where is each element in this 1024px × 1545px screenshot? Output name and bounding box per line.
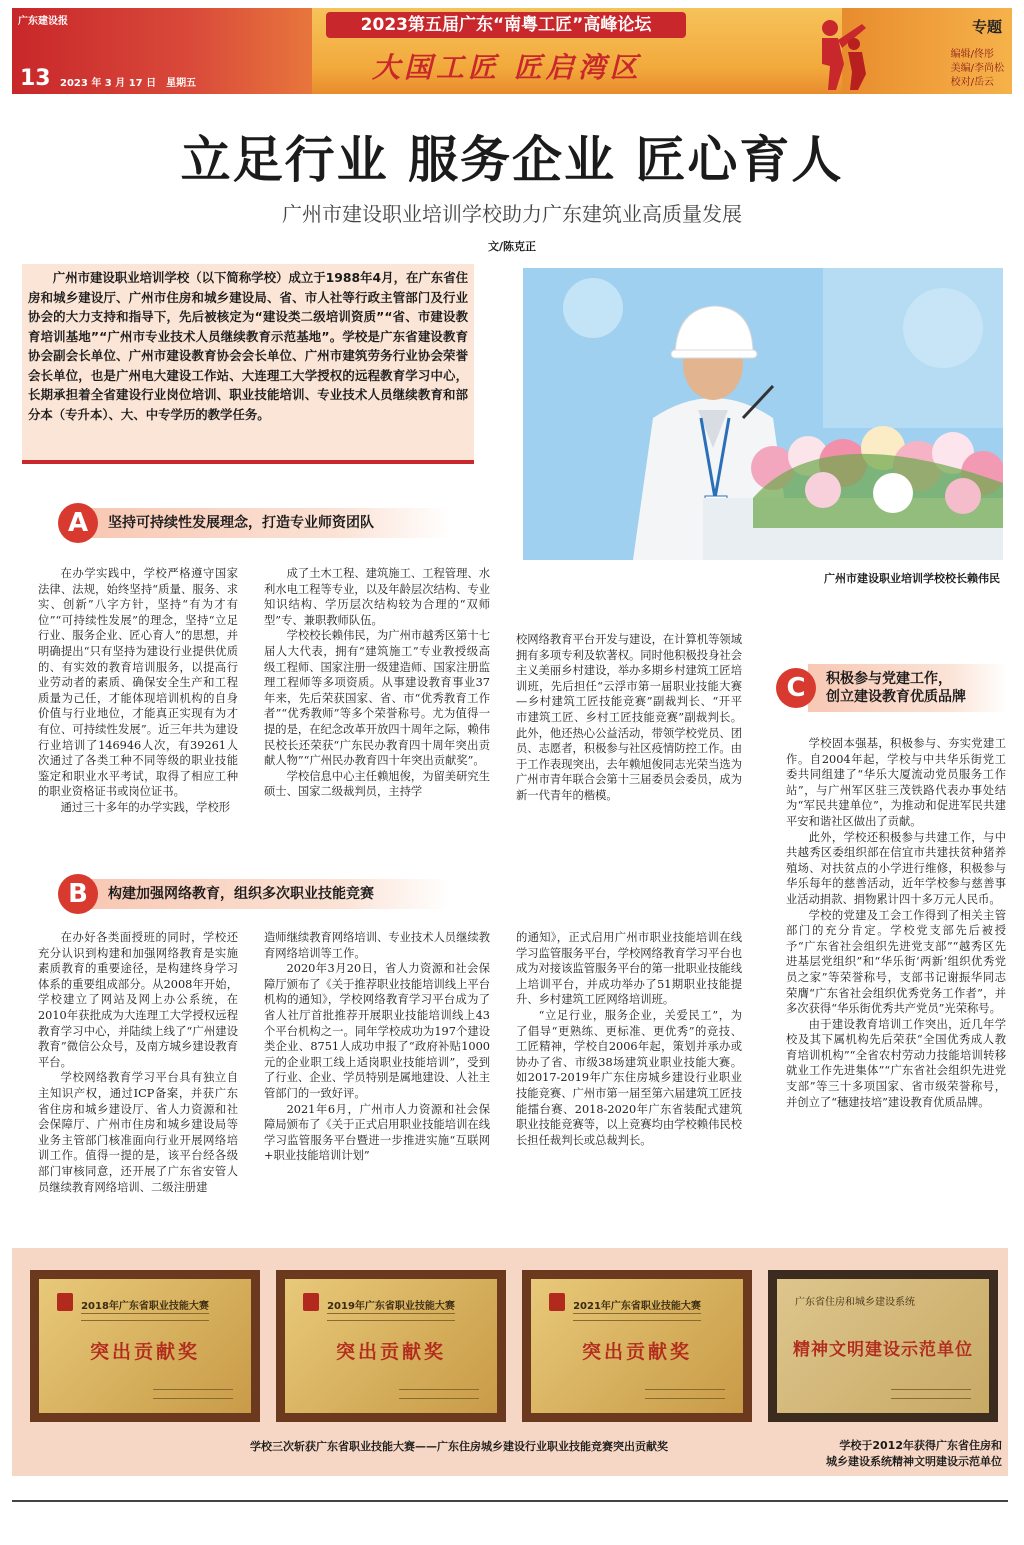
plaque-award: 精神文明建设示范单位 <box>793 1340 973 1360</box>
worker-silhouette-icon <box>792 14 882 90</box>
section-b-column-3 <box>516 930 742 1148</box>
intro-paragraph: 广州市建设职业培训学校（以下简称学校）成立于1988年4月，在广东省住房和城乡建设厅、广州市住房和城乡建设局、省、市人社等行政主管部门及行业协会的大力支持和指导下，先后被核定为“建设类二级培训资质”“省、市建设教育培训基地”“广州市专业技术人员继续教育示范基地”。学校是广东省建设教育协会副会长单位、广州市建设教育协会会长单位、广州市建筑劳务行业协会荣誉会长单位，也是广州电大建设工作站、大连理工大学授权的远程教育学习中心，长期承担着全省建设行业岗位培训、职业技能培训、专业技术人员继续教育和部分本（专升本）、大、中专学历的教学任务。 <box>28 270 468 422</box>
paragraph: 的通知》，正式启用广州市职业技能培训在线学习监管服务平台，学校网络教育学习平台也成为对接该监管服务平台的第一批职业技能线上培训平台，并成功举办了51期职业技能提升、乡村建筑工匠网络培训班。 <box>516 931 742 1007</box>
award-plaque-civilization <box>768 1270 998 1422</box>
paragraph: 2021年6月，广州市人力资源和社会保障局颁布了《关于正式启用职业技能培训在线学习监管服务平台暨进一步推进实施“互联网+职业技能培训计划” <box>264 1102 490 1163</box>
plaque-issuer-lines <box>153 1389 233 1399</box>
paragraph: 由于建设教育培训工作突出，近几年学校及其下属机构先后荣获“全国优秀成人教育培训机构”“全省农村劳动力技能培训转移就业工作先进集体”“广东省社会组织先进党支部”等三十多项国家、省市级荣誉称号，并创立了“穗建技培”建设教育优质品牌。 <box>786 1017 1006 1109</box>
paragraph: 在办好各类面授班的同时，学校还充分认识到构建和加强网络教育是实施素质教育的重要途径，是构建终身学习体系的重要组成部分。从2008年开始，学校建立了网站及网上办公系统，在2010年获批成为大连理工大学授权远程教育学习中心，并陆续上线了“广州建设教育”微信公众号，及南方城乡建设教育平台。 <box>38 931 238 1069</box>
plaque-issuer-lines <box>645 1389 725 1399</box>
section-b-badge: B <box>58 874 98 914</box>
bottom-divider <box>12 1500 1008 1502</box>
paragraph: “立足行业，服务企业，关爱民工”，为了倡导“更熟练、更标准、更优秀”的竞技、工匠精神，学校自2006年起，策划并承办或协办了省、市级38场建筑业职业技能大赛。如2017-2019年广东住房城乡建设行业职业技能竞赛、广州市第一届至第六届建筑工匠技能擂台赛、2018-2020年广东省装配式建筑职业技能竞赛等，以上竞赛均由学校赖伟民校长担任裁判长或总裁判长。 <box>516 1008 742 1147</box>
masthead <box>12 8 1012 94</box>
photo-caption: 广州市建设职业培训学校校长赖伟民 <box>824 572 1000 585</box>
principal-photo <box>523 268 1003 560</box>
issue-date: 2023 年 3 月 17 日 星期五 <box>60 78 197 89</box>
award-plaque-2019 <box>276 1270 506 1422</box>
section-c-title-line-2: 创立建设教育优质品牌 <box>826 689 966 705</box>
plaque-award: 突出贡献奖 <box>335 1341 446 1363</box>
principal-speaking-image <box>523 268 1003 560</box>
section-c-title-line-1: 积极参与党建工作， <box>826 671 952 687</box>
section-a-badge: A <box>58 503 98 543</box>
byline: 文/陈克正 <box>487 240 537 253</box>
awards-caption-right-line-1: 学校于2012年获得广东省住房和 <box>839 1439 1002 1452</box>
paragraph: 学校信息中心主任赖旭俊，为留美研究生硕士、国家二级裁判员，主持学 <box>264 769 490 799</box>
paragraph: 学校的党建及工会工作得到了相关主管部门的充分肯定。学校党支部先后被授予“广东省社会组织先进党支部”“越秀区先进基层党组织”和“华乐街‘两新’组织优秀党员之家”等荣誉称号，支部书记谢振华同志荣膺“广东省社会组织优秀党务工作者”，并多次获得“华乐街优秀共产党员”光荣称号。 <box>786 908 1006 1016</box>
plaque-event: 2019年广东省职业技能大赛 <box>327 1301 455 1312</box>
headline: 立足行业 服务企业 匠心育人 <box>180 130 844 189</box>
section-c-header <box>776 664 1008 712</box>
plaque-award: 突出贡献奖 <box>581 1341 692 1363</box>
paragraph: 造师继续教育网络培训、专业技术人员继续教育网络培训等工作。 <box>264 931 490 960</box>
plaque-org: 广东省住房和城乡建设系统 <box>795 1297 915 1308</box>
section-c-badge: C <box>776 668 816 708</box>
paragraph: 通过三十多年的办学实践，学校形 <box>60 800 231 814</box>
awards-caption-right <box>776 1438 1002 1470</box>
paragraph: 在办学实践中，学校严格遵守国家法律、法规，始终坚持“质量、服务、求实、创新”八字方针，坚持“有为才有位”“可持续性发展”的理念，坚持“立足行业、服务企业、匠心育人”的思想，并明确提出“只有坚持为建设行业提供优质的、有实效的教育培训服务，以提高行业劳动者的素质、确保安全生产和工程质量为己任，才能体现培训机构的自身价值与行业地位，才能真正实现有为才有位、可持续性发展”。近三年共为建设行业培训了146946人次，有39261人次通过了各类工种不同等级的职业技能鉴定和职业水平考试，取得了相应工种的职业资格证书或岗位证书。 <box>38 567 238 799</box>
forum-title: 2023第五届广东“南粤工匠”高峰论坛 <box>326 12 686 38</box>
paragraph: 学校固本强基，积极参与、夯实党建工作。自2004年起，学校与中共华乐街党工委共同组建了“华乐大厦流动党员服务工作站”，与广州军区驻三茂铁路代表办事处结为“军民共建单位”，为推动和促进军民共建平安和谐社区做出了贡献。 <box>786 737 1006 828</box>
awards-band <box>12 1248 1008 1476</box>
section-b-column-2 <box>264 930 490 1164</box>
section-a-title: 坚持可持续性发展理念，打造专业师资团队 <box>90 508 450 538</box>
paragraph: 此外，学校还积极参与共建工作，与中共越秀区委组织部在信宜市共建扶贫种猪养殖场、对扶贫点的小学进行维修，积极参与华乐每年的慈善活动，近年学校参与慈善事业活动捐款、捐物累计四十多万元人民币。 <box>786 830 1006 906</box>
masthead-banner <box>312 8 842 94</box>
masthead-left-panel <box>12 8 312 94</box>
section-a-column-2 <box>264 566 490 800</box>
section-b-header <box>58 874 450 914</box>
credit-editor: 编辑/佟彤 <box>950 49 994 60</box>
plaque-event: 2018年广东省职业技能大赛 <box>81 1301 209 1312</box>
paragraph: 校网络教育平台开发与建设，在计算机等领域拥有多项专利及软著权。同时他积极投身社会主义美丽乡村建设，举办多期乡村建筑工匠培训班，先后担任“云浮市第一届职业技能大赛—乡村建筑工匠技能竞赛”副裁判长、“开平市建筑工匠、乡村工匠技能竞赛”副裁判长。此外，他还热心公益活动，带领学校党员、团员、志愿者，积极参与社区疫情防控工作。由于工作表现突出，去年赖旭俊同志光荣当选为广州市青年联合会第十三届委员会委员，成为新一代青年的楷模。 <box>516 633 742 802</box>
credit-proofreader: 校对/岳云 <box>950 77 994 88</box>
paragraph: 2020年3月20日，省人力资源和社会保障厅颁布了《关于推荐职业技能培训线上平台机构的通知》，学校网络教育学习平台成为了省人社厅首批推荐开展职业技能培训线上43个平台机构之一。同年学校成功为197个建设类企业、8751人成功申报了“政府补贴1000元的企业职工线上适岗职业技能培训”，受到了行业、企业、学员特别是属地建设、人社主管部门的一致好评。 <box>264 962 490 1100</box>
award-plaque-2018 <box>30 1270 260 1422</box>
section-label: 专题 <box>971 18 1002 36</box>
paragraph: 学校网络教育学习平台具有独立自主知识产权，通过ICP备案，并获广东省住房和城乡建设厅、省人力资源和社会保障厅、广州市住房和城乡建设局等业务主管部门核准面向行业开展网络培训工作。值得一提的是，该平台经各级部门审核同意，还开展了广东省安管人员继续教育网络培训、二级注册建 <box>38 1071 238 1194</box>
paragraph: 成了土木工程、建筑施工、工程管理、水利水电工程等专业，以及年龄层次结构、专业知识结构、学历层次结构较为合理的“双师型”专、兼职教师队伍。 <box>264 567 490 627</box>
section-a-column-3 <box>516 632 742 804</box>
award-plaque-2021 <box>522 1270 752 1422</box>
intro-box <box>22 264 474 464</box>
plaque-issuer-lines <box>399 1389 479 1399</box>
page-number: 13 <box>20 66 51 91</box>
subheadline: 广州市建设职业培训学校助力广东建筑业高质量发展 <box>282 202 742 226</box>
credit-designer: 美编/李尚松 <box>950 63 1004 74</box>
paper-name: 广东建设报 <box>18 16 68 27</box>
section-c-column <box>786 736 1006 1110</box>
section-b-title: 构建加强网络教育，组织多次职业技能竞赛 <box>90 879 450 909</box>
plaque-event: 2021年广东省职业技能大赛 <box>573 1301 701 1312</box>
awards-caption-left: 学校三次斩获广东省职业技能大赛——广东住房城乡建设行业职业技能竞赛突出贡献奖 <box>250 1440 668 1453</box>
section-c-title <box>808 664 1008 712</box>
credits <box>951 48 1004 90</box>
paragraph: 学校校长赖伟民，为广州市越秀区第十七届人大代表，拥有“建筑施工”专业教授级高级工程师、国家注册一级建造师、国家注册监理工程师等多项资质。从事建设教育事业37年来，先后荣获国家、省、市“优秀教育工作者”“优秀教师”等多个荣誉称号。尤为值得一提的是，在纪念改革开放四十周年之际，赖伟民校长还荣获“广东民办教育四十周年突出贡献人物”“广州民办教育四十年突出贡献奖”。 <box>264 629 490 768</box>
plaque-subtitle-lines <box>81 1313 208 1321</box>
plaque-award: 突出贡献奖 <box>89 1341 200 1363</box>
plaque-subtitle-lines <box>327 1313 454 1321</box>
forum-slogan: 大国工匠 匠启湾区 <box>372 51 642 84</box>
section-a-column-1 <box>38 566 238 816</box>
awards-caption-right-line-2: 城乡建设系统精神文明建设示范单位 <box>826 1455 1002 1468</box>
section-b-column-1 <box>38 930 238 1195</box>
plaque-issuer-lines <box>891 1389 971 1399</box>
plaque-subtitle-lines <box>573 1313 700 1321</box>
section-a-header <box>58 503 450 543</box>
